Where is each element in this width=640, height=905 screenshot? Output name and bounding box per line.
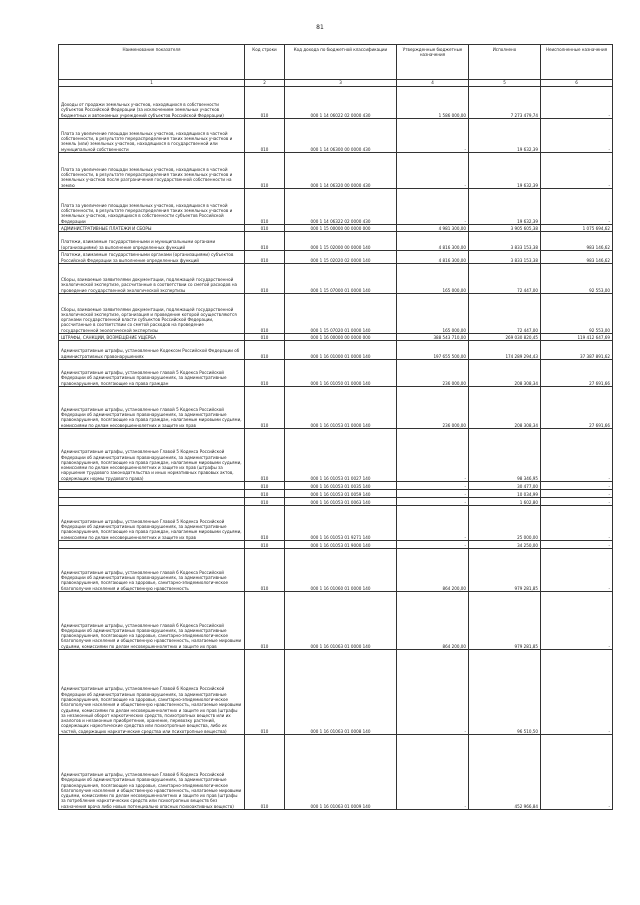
column-number: 6 [541, 80, 613, 87]
income-code-cell: 000 1 16 01053 01 0059 140 [285, 490, 397, 498]
executed-amount-cell: 452 966,84 [469, 735, 541, 810]
approved-amount-cell: 864 200,00 [397, 592, 469, 650]
unexecuted-amount-cell: - [541, 735, 613, 810]
executed-amount-cell: 174 289 294,43 [469, 341, 541, 360]
income-code-cell: 000 1 16 01053 01 0035 140 [285, 482, 397, 490]
indicator-name-cell: Административные штрафы, установленные Главой 6 Кодекса Российской Федерации об административных правонарушениях, за административные правонарушения, посягающие на здоровье, санитарно-эпидемиологическое благополучие населения и общественную нравственность, налагаемые мировыми судьями, комиссиями по делам несовершеннолетних и защите их прав (штрафы за незаконный оборот наркотических средств, психотропных веществ или их аналогов и незаконные приобретение, хранение, перевозку растений, содержащих наркотические средства или психотропные вещества, либо их частей, содержащих наркотические средства или психотропные вещества) [59, 650, 245, 735]
income-code-cell: 000 1 16 01050 01 0000 140 [285, 360, 397, 387]
income-code-cell: 000 1 16 01060 01 0000 140 [285, 549, 397, 592]
unexecuted-amount-cell: - [541, 482, 613, 490]
unexecuted-amount-cell: - [541, 429, 613, 482]
table-row [59, 592, 613, 650]
line-code-cell: 010 [245, 189, 285, 225]
line-code-cell: 010 [245, 341, 285, 360]
income-code-cell: 000 1 16 01063 01 0000 140 [285, 592, 397, 650]
indicator-name-cell: Плата за увеличение площади земельных участков, находящихся в частной собственности, в результате перераспределения таких земельных участков и земельных участков после разграничения государственной собственности на землю [59, 153, 245, 189]
executed-amount-cell: 3 905 605,38 [469, 225, 541, 232]
approved-amount-cell: - [397, 506, 469, 541]
table-row [59, 650, 613, 735]
table-row [59, 334, 613, 341]
income-code-cell: 000 1 16 01063 01 0008 140 [285, 650, 397, 735]
table-row [59, 294, 613, 334]
unexecuted-amount-cell: 27 691,66 [541, 360, 613, 387]
indicator-name-cell: Сборы, взимаемые заявителями документации, подлежащей государственной экологической экспертизе, рассчитанные в соответствии со сметой расходов на проведение государственной экологической экспертизы [59, 264, 245, 294]
income-code-cell: 000 1 16 01053 01 0000 140 [285, 387, 397, 429]
income-code-cell: 000 1 14 06300 00 0000 430 [285, 119, 397, 153]
income-code-cell: 000 1 15 00000 00 0000 000 [285, 225, 397, 232]
column-number: 4 [397, 80, 469, 87]
unexecuted-amount-cell: - [541, 153, 613, 189]
approved-amount-cell: 4 981 300,00 [397, 225, 469, 232]
line-code-cell: 010 [245, 592, 285, 650]
executed-amount-cell: 1 602,80 [469, 498, 541, 506]
income-code-cell: 000 1 16 00000 00 0000 000 [285, 334, 397, 341]
executed-amount-cell: 72 447,00 [469, 294, 541, 334]
header-approved: Утвержденные бюджетные назначения [397, 45, 469, 80]
table-row [59, 360, 613, 387]
indicator-name-cell: Административные штрафы, установленные Главой 5 Кодекса Российской Федерации об административных правонарушениях, за административные правонарушения, посягающие на права граждан, налагаемые мировыми судьями, комиссиями по делам несовершеннолетних и защите их прав (штрафы за нарушение трудового законодательства и иных нормативных правовых актов, содержащих нормы трудового права) [59, 429, 245, 482]
line-code-cell: 010 [245, 360, 285, 387]
executed-amount-cell: 19 632,39 [469, 153, 541, 189]
indicator-name-cell [59, 490, 245, 498]
income-code-cell: 000 1 15 02000 00 0000 140 [285, 232, 397, 251]
approved-amount-cell: 1 586 000,00 [397, 87, 469, 119]
header-income-code: Код дохода по бюджетной классификации [285, 45, 397, 80]
income-code-cell: 000 1 16 01000 01 0000 140 [285, 341, 397, 360]
approved-amount-cell: - [397, 153, 469, 189]
income-code-cell: 000 1 14 06320 00 0000 430 [285, 153, 397, 189]
indicator-name-cell: Административные штрафы, установленные главой 6 Кодекса Российской Федерации об административных правонарушениях, за административные правонарушения, посягающие на здоровье, санитарно-эпидемиологическое благополучие населения и общественную нравственность [59, 549, 245, 592]
executed-amount-cell: 208 308,34 [469, 387, 541, 429]
executed-amount-cell: 269 030 820,45 [469, 334, 541, 341]
table-row [59, 549, 613, 592]
line-code-cell: 010 [245, 506, 285, 541]
table-row [59, 251, 613, 264]
indicator-name-cell: Административные штрафы, установленные главой 5 Кодекса Российской Федерации об административных правонарушениях, за административные правонарушения, посягающие на права граждан [59, 360, 245, 387]
line-code-cell: 010 [245, 334, 285, 341]
indicator-name-cell [59, 498, 245, 506]
income-code-cell: 000 1 16 01063 01 0009 140 [285, 735, 397, 810]
line-code-cell: 010 [245, 541, 285, 549]
header-executed: Исполнено [469, 45, 541, 80]
line-code-cell: 010 [245, 490, 285, 498]
column-number: 3 [285, 80, 397, 87]
executed-amount-cell: 3 833 153,38 [469, 232, 541, 251]
unexecuted-amount-cell: - [541, 119, 613, 153]
unexecuted-amount-cell: - [541, 650, 613, 735]
approved-amount-cell: - [397, 119, 469, 153]
approved-amount-cell: - [397, 429, 469, 482]
line-code-cell: 010 [245, 87, 285, 119]
approved-amount-cell: 236 000,00 [397, 387, 469, 429]
header-row [59, 45, 613, 80]
table-row [59, 541, 613, 549]
unexecuted-amount-cell: 983 146,62 [541, 251, 613, 264]
unexecuted-amount-cell: 92 553,00 [541, 294, 613, 334]
approved-amount-cell: - [397, 490, 469, 498]
indicator-name-cell: ШТРАФЫ, САНКЦИИ, ВОЗМЕЩЕНИЕ УЩЕРБА [59, 334, 245, 341]
column-number: 2 [245, 80, 285, 87]
indicator-name-cell: Административные штрафы, установленные Главой 5 Кодекса Российской Федерации об административных правонарушениях, за административные правонарушения, посягающие на права граждан, налагаемые мировыми судьями, комиссиями по делам несовершеннолетних и защите их прав [59, 506, 245, 541]
line-code-cell: 010 [245, 735, 285, 810]
table-row [59, 232, 613, 251]
executed-amount-cell: 30 477,00 [469, 482, 541, 490]
executed-amount-cell: 34 250,00 [469, 541, 541, 549]
executed-amount-cell: 98 346,95 [469, 429, 541, 482]
unexecuted-amount-cell: 92 553,00 [541, 264, 613, 294]
indicator-name-cell: Административные штрафы, установленные главой 6 Кодекса Российской Федерации об административных правонарушениях, за административные правонарушения, посягающие на здоровье, санитарно-эпидемиологическое благополучие населения и общественную нравственность, налагаемые мировыми судьями, комиссиями по делам несовершеннолетних и защите их прав [59, 592, 245, 650]
table-row [59, 387, 613, 429]
line-code-cell: 010 [245, 294, 285, 334]
unexecuted-amount-cell: 983 146,62 [541, 232, 613, 251]
table-row [59, 735, 613, 810]
income-code-cell: 000 1 16 01053 01 9271 140 [285, 506, 397, 541]
approved-amount-cell: - [397, 650, 469, 735]
indicator-name-cell: Административные штрафы, установленные Кодексом Российской Федерации об административных правонарушениях [59, 341, 245, 360]
executed-amount-cell: 25 000,00 [469, 506, 541, 541]
approved-amount-cell: - [397, 541, 469, 549]
income-code-cell: 000 1 15 07000 01 0000 140 [285, 264, 397, 294]
executed-amount-cell: 979 281,85 [469, 549, 541, 592]
line-code-cell: 010 [245, 251, 285, 264]
income-code-cell: 000 1 14 06322 02 0000 430 [285, 189, 397, 225]
approved-amount-cell: 864 200,00 [397, 549, 469, 592]
unexecuted-amount-cell: 27 691,66 [541, 387, 613, 429]
unexecuted-amount-cell: - [541, 490, 613, 498]
executed-amount-cell: 7 273 479,74 [469, 87, 541, 119]
approved-amount-cell: 236 000,00 [397, 360, 469, 387]
executed-amount-cell: 72 447,00 [469, 264, 541, 294]
line-code-cell: 010 [245, 498, 285, 506]
indicator-name-cell: Административные штрафы, установленные главой 5 Кодекса Российской Федерации об административных правонарушениях, за административные правонарушения, посягающие на права граждан, налагаемые мировыми судьями, комиссиями по делам несовершеннолетних и защите их прав [59, 387, 245, 429]
line-code-cell: 010 [245, 482, 285, 490]
table-row [59, 225, 613, 232]
table-row [59, 264, 613, 294]
header-unexecuted: Неисполненные назначения [541, 45, 613, 80]
approved-amount-cell: 197 655 500,00 [397, 341, 469, 360]
income-code-cell: 000 1 16 01053 01 0063 140 [285, 498, 397, 506]
executed-amount-cell: 208 308,34 [469, 360, 541, 387]
unexecuted-amount-cell: 119 412 647,69 [541, 334, 613, 341]
unexecuted-amount-cell: 37 387 891,62 [541, 341, 613, 360]
indicator-name-cell: Платежи, взимаемые государственными и муниципальными органами (организациями) за выполнение определенных функций [59, 232, 245, 251]
table-row [59, 341, 613, 360]
executed-amount-cell: 19 632,39 [469, 119, 541, 153]
indicator-name-cell: Плата за увеличение площади земельных участков, находящихся в частной собственности, в результате перераспределения таких земельных участков и земельных участков, находящихся в собственности субъектов Российской Федерации [59, 189, 245, 225]
indicator-name-cell: Плата за увеличение площади земельных участков, находящихся в частной собственности, в результате перераспределения таких земельных участков и земель (или) земельных участков, находящихся в государственной или муниципальной собственности [59, 119, 245, 153]
column-number-row [59, 80, 613, 87]
income-code-cell: 000 1 16 01053 01 0027 140 [285, 429, 397, 482]
table-row [59, 87, 613, 119]
table-row [59, 482, 613, 490]
line-code-cell: 010 [245, 119, 285, 153]
indicator-name-cell: Сборы, взимаемые заявителями документации, подлежащей государственной экологической экспертизе, организация и проведение которой осуществляются органами государственной власти субъектов Российской Федерации, рассчитанные в соответствии со сметой расходов на проведение государственной экологической экспертизы [59, 294, 245, 334]
unexecuted-amount-cell: 1 075 694,62 [541, 225, 613, 232]
income-code-cell: 000 1 16 01053 01 9000 140 [285, 541, 397, 549]
income-code-cell: 000 1 15 02020 02 0000 140 [285, 251, 397, 264]
approved-amount-cell: 165 000,00 [397, 264, 469, 294]
indicator-name-cell [59, 482, 245, 490]
unexecuted-amount-cell: - [541, 592, 613, 650]
executed-amount-cell: 19 632,39 [469, 189, 541, 225]
table-row [59, 153, 613, 189]
line-code-cell: 010 [245, 153, 285, 189]
approved-amount-cell: - [397, 498, 469, 506]
table-row [59, 429, 613, 482]
budget-report-table [58, 44, 613, 810]
page-number: 81 [316, 24, 324, 31]
line-code-cell: 010 [245, 650, 285, 735]
unexecuted-amount-cell: - [541, 549, 613, 592]
table-row [59, 119, 613, 153]
indicator-name-cell: Доходы от продажи земельных участков, находящихся в собственности субъектов Российской Федерации (за исключением земельных участков бюджетных и автономных учреждений субъектов Российской Федерации) [59, 87, 245, 119]
executed-amount-cell: 10 034,99 [469, 490, 541, 498]
unexecuted-amount-cell: - [541, 189, 613, 225]
indicator-name-cell: Административные штрафы, установленные Главой 6 Кодекса Российской Федерации об административных правонарушениях, за административные правонарушения, посягающие на здоровье, санитарно-эпидемиологическое благополучие населения и общественную нравственность, налагаемые мировыми судьями, комиссиями по делам несовершеннолетних и защите их прав (штрафы за потребление наркотических средств или психотропных веществ без назначения врача либо новых потенциально опасных психоактивных веществ) [59, 735, 245, 810]
approved-amount-cell: 4 816 300,00 [397, 251, 469, 264]
table-row [59, 498, 613, 506]
unexecuted-amount-cell: - [541, 498, 613, 506]
approved-amount-cell: 165 000,00 [397, 294, 469, 334]
line-code-cell: 010 [245, 232, 285, 251]
line-code-cell: 010 [245, 225, 285, 232]
executed-amount-cell: 3 833 153,38 [469, 251, 541, 264]
approved-amount-cell: - [397, 735, 469, 810]
approved-amount-cell: - [397, 482, 469, 490]
table-row [59, 490, 613, 498]
indicator-name-cell: АДМИНИСТРАТИВНЫЕ ПЛАТЕЖИ И СБОРЫ [59, 225, 245, 232]
indicator-name-cell [59, 541, 245, 549]
column-number: 1 [59, 80, 245, 87]
indicator-name-cell: Платежи, взимаемые государственными органами (организациями) субъектов Российской Федерации за выполнение определенных функций [59, 251, 245, 264]
header-line-code: Код строки [245, 45, 285, 80]
line-code-cell: 010 [245, 264, 285, 294]
unexecuted-amount-cell: - [541, 506, 613, 541]
unexecuted-amount-cell: - [541, 87, 613, 119]
line-code-cell: 010 [245, 429, 285, 482]
column-number: 5 [469, 80, 541, 87]
approved-amount-cell: 4 816 300,00 [397, 232, 469, 251]
income-code-cell: 000 1 14 06022 02 0000 430 [285, 87, 397, 119]
approved-amount-cell: - [397, 189, 469, 225]
line-code-cell: 010 [245, 387, 285, 429]
executed-amount-cell: 96 510,50 [469, 650, 541, 735]
executed-amount-cell: 979 281,85 [469, 592, 541, 650]
line-code-cell: 010 [245, 549, 285, 592]
header-indicator-name: Наименование показателя [59, 45, 245, 80]
approved-amount-cell: 388 543 710,00 [397, 334, 469, 341]
income-code-cell: 000 1 15 07020 01 0000 140 [285, 294, 397, 334]
table-row [59, 506, 613, 541]
table-row [59, 189, 613, 225]
unexecuted-amount-cell: - [541, 541, 613, 549]
